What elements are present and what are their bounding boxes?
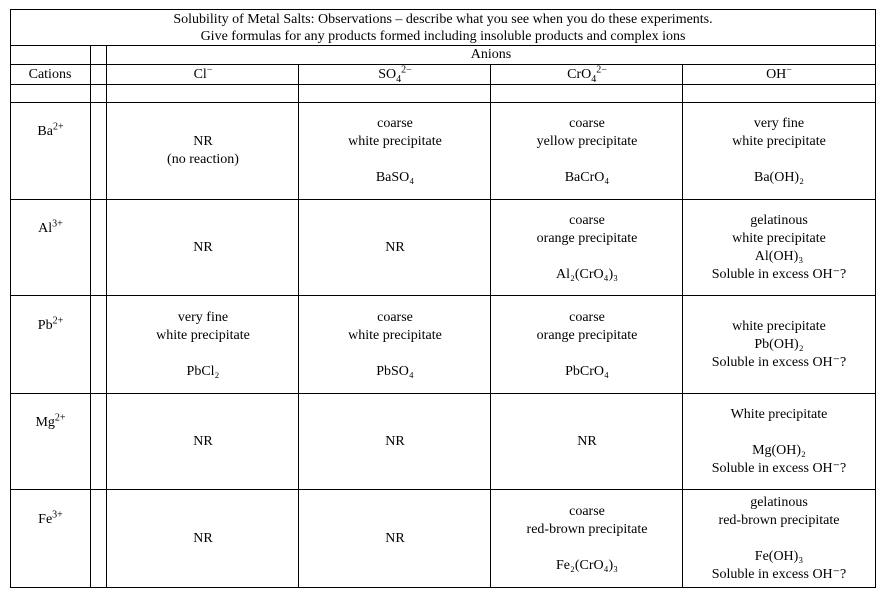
anion-header-sulfate: $SO_4^{2-}$: [378, 64, 412, 85]
cell-mg-oh: White precipitate Mg(OH)₂ Soluble in excess OH⁻?: [711, 406, 847, 476]
cation-label-al: $Al^{3+}$: [38, 218, 63, 236]
cation-label-mg: $Mg^{2+}$: [35, 412, 66, 430]
cell-pb-cl: very fine white precipitate PbCl₂: [156, 309, 250, 379]
table-title-line-2: Give formulas for any products formed including insoluble products and complex ions: [200, 29, 686, 44]
cell-ba-so4: coarse white precipitate BaSO₄: [348, 116, 442, 185]
solubility-table: [10, 9, 876, 588]
cell-al-cl: NR: [193, 239, 213, 255]
cation-label-fe: $Fe^{3+}$: [38, 509, 63, 527]
cell-fe-so4: NR: [385, 530, 405, 546]
table-title-line-1: Solubility of Metal Salts: Observations – describe what you see when you do these experiments.: [173, 12, 713, 27]
cation-label-pb: $Pb^{2+}$: [37, 315, 64, 333]
cell-mg-cro4: NR: [577, 433, 597, 449]
cell-mg-cl: NR: [193, 433, 213, 449]
anions-header: Anions: [470, 47, 512, 62]
cell-pb-cro4: coarse orange precipitate PbCrO₄: [536, 309, 638, 379]
cell-mg-so4: NR: [385, 433, 405, 449]
cell-pb-so4: coarse white precipitate PbSO₄: [348, 309, 442, 379]
cation-label-ba: $Ba^{2+}$: [37, 121, 64, 139]
cell-fe-oh: gelatinous red-brown precipitate Fe(OH)₃ Soluble in excess OH⁻?: [711, 494, 847, 582]
cell-ba-cro4: coarse yellow precipitate BaCrO₄: [536, 116, 638, 185]
cell-ba-cl: NR (no reaction): [167, 134, 239, 167]
cell-al-oh: gelatinous white precipitate Al(OH)₃ Soluble in excess OH⁻?: [711, 212, 847, 282]
cell-fe-cl: NR: [193, 530, 213, 546]
cell-fe-cro4: coarse red-brown precipitate Fe₂(CrO₄)₃: [526, 503, 648, 573]
cell-pb-oh: white precipitate Pb(OH)₂ Soluble in excess OH⁻?: [711, 318, 847, 370]
anion-header-chromate: CrO$_4^{2-}$: [567, 64, 607, 85]
anion-header-hydroxide: OH−: [766, 64, 792, 82]
anion-header-chloride: Cl−: [193, 64, 213, 82]
cell-al-cro4: coarse orange precipitate Al₂(CrO₄)₃: [536, 212, 638, 282]
cell-ba-oh: very fine white precipitate Ba(OH)₂: [732, 116, 826, 185]
cell-al-so4: NR: [385, 239, 405, 255]
cations-header: Cations: [28, 67, 72, 82]
